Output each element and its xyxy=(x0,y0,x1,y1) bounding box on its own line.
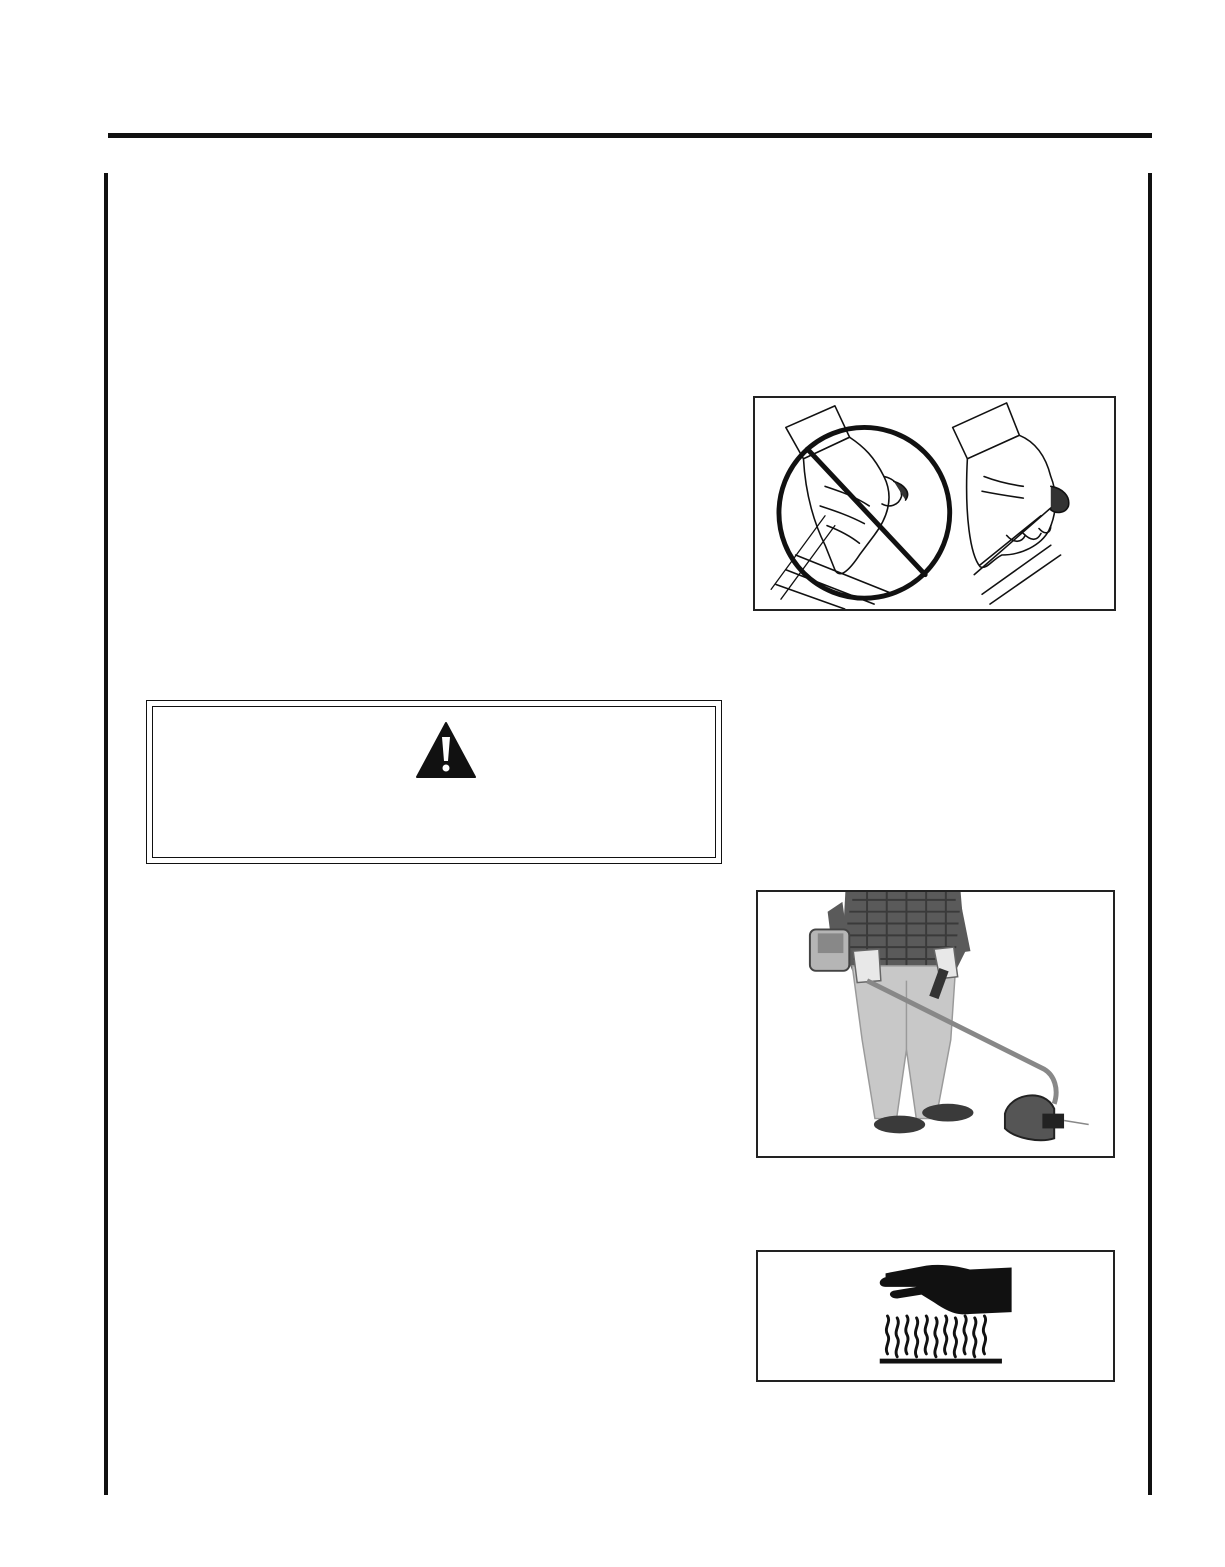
warning-triangle-icon xyxy=(415,721,477,779)
left-margin-rule xyxy=(104,173,108,1495)
right-margin-rule xyxy=(1148,173,1152,1495)
hot-surface-hand-icon xyxy=(758,1252,1113,1380)
grip-illustration xyxy=(753,396,1116,611)
grip-drawing xyxy=(755,398,1114,609)
warning-box-inner-border xyxy=(152,706,716,858)
warning-box xyxy=(146,700,722,864)
hot-surface-icon-box xyxy=(756,1250,1115,1382)
operator-photo xyxy=(756,890,1115,1158)
operator-drawing xyxy=(758,892,1113,1156)
header-rule xyxy=(108,133,1152,138)
